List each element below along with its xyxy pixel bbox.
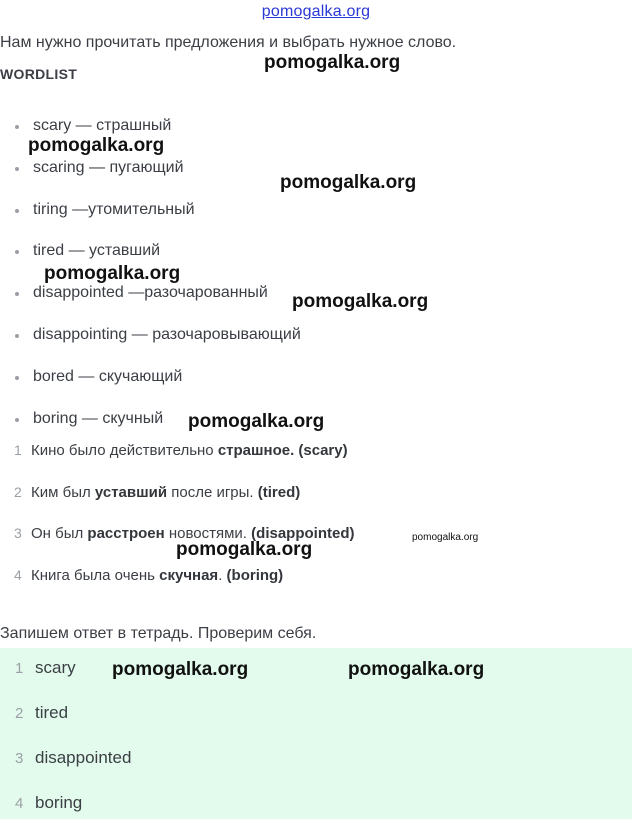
- watermark: pomogalka.org: [348, 659, 485, 680]
- wordlist-entry: bored — скучающий: [33, 368, 183, 385]
- sentence-text: Книга была очень: [31, 567, 160, 584]
- sentence-hint: (tired): [257, 484, 301, 501]
- watermark: pomogalka.org: [44, 263, 181, 284]
- watermark: pomogalka.org: [292, 291, 429, 312]
- sentence-text: .: [218, 567, 227, 584]
- sentence-text: Кино было действительно: [31, 442, 218, 459]
- list-item: [17, 410, 164, 428]
- watermark: pomogalka.org: [412, 532, 479, 543]
- answer-text: scary: [35, 658, 76, 677]
- wordlist-entry: scaring — пугающий: [33, 159, 184, 176]
- wordlist-entry: disappointed —разочарованный: [33, 284, 268, 301]
- list-item: [17, 117, 172, 135]
- watermark: pomogalka.org: [28, 135, 165, 156]
- answer-box: [0, 648, 632, 819]
- sentence-answer: страшное. (scary): [217, 442, 348, 459]
- watermark: pomogalka.org: [176, 539, 313, 560]
- watermark: pomogalka.org: [188, 411, 325, 432]
- sentence-number: 2: [14, 484, 22, 500]
- answer-item-4: [15, 793, 82, 813]
- watermark: pomogalka.org: [112, 659, 249, 680]
- answer-item-3: [15, 748, 131, 768]
- answer-item-1: [15, 658, 76, 678]
- list-item: [17, 159, 184, 177]
- sentence-number: 4: [14, 567, 22, 583]
- sentence-number: 3: [14, 525, 22, 541]
- sentence-number: 1: [14, 442, 22, 458]
- wordlist-entry: tiring —утомительный: [33, 201, 195, 218]
- list-item: [17, 201, 195, 219]
- sentence-text: Он был: [31, 525, 88, 542]
- answer-text: tired: [35, 703, 69, 722]
- sentence-answer: уставший: [94, 484, 168, 501]
- watermark: pomogalka.org: [280, 172, 417, 193]
- sentence-text: новостями.: [164, 525, 252, 542]
- answer-item-2: [15, 703, 68, 723]
- list-item: [17, 326, 301, 344]
- list-item: [17, 368, 183, 386]
- wordlist-entry: boring — скучный: [33, 410, 164, 427]
- answer-number: 3: [15, 750, 24, 767]
- wordlist-heading: WORDLIST: [0, 66, 78, 82]
- watermark: pomogalka.org: [264, 52, 401, 73]
- sentence-1: [14, 442, 348, 459]
- answer-text: disappointed: [35, 748, 132, 767]
- sentence-text: после игры.: [167, 484, 258, 501]
- answer-number: 2: [15, 705, 24, 722]
- list-item: [17, 242, 161, 260]
- list-item: [17, 284, 268, 302]
- answer-text: boring: [35, 793, 83, 812]
- sentence-4: [14, 567, 283, 584]
- answer-number: 4: [15, 795, 24, 812]
- sentence-text: Ким был: [31, 484, 95, 501]
- site-link[interactable]: pomogalka.org: [261, 3, 371, 20]
- answer-intro: Запишем ответ в тетрадь. Проверим себя.: [0, 625, 317, 642]
- wordlist-entry: disappointing — разочаровывающий: [33, 326, 301, 343]
- sentence-answer: скучная: [159, 567, 219, 584]
- sentence-answer: расстроен: [87, 525, 165, 542]
- wordlist-entry: scary — страшный: [33, 117, 172, 134]
- intro-text: Нам нужно прочитать предложения и выбрать нужное слово.: [0, 34, 457, 51]
- sentence-hint: (disappointed): [251, 525, 355, 542]
- sentence-hint: (boring): [226, 567, 284, 584]
- wordlist-entry: tired — уставший: [33, 242, 161, 259]
- sentence-2: [14, 484, 300, 501]
- answer-number: 1: [15, 660, 24, 677]
